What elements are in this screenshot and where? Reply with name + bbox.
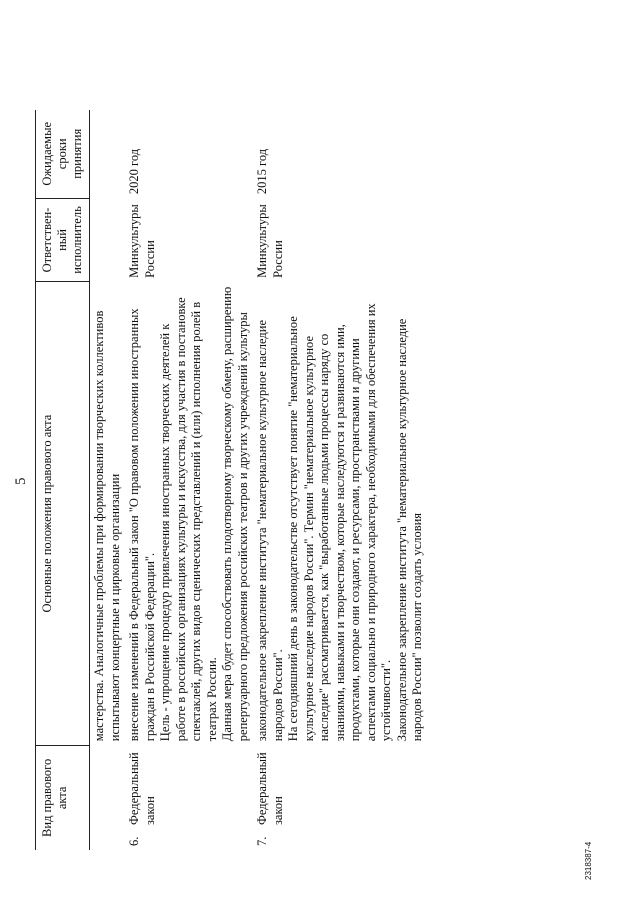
row-number: 7. [255, 836, 269, 846]
continuation-text: мастерства. Аналогичные проблемы при формировании творческих коллективов испытывают концертные и цирковые организации [92, 310, 122, 742]
row-date: 2015 год [255, 148, 269, 195]
row-paragraph: внесение изменений в Федеральный закон "О правовом положении иностранных граждан в Российской Федерации". [127, 308, 157, 742]
row-paragraph: Данная мера будет способствовать плодотворному творческому обмену, расширению репертуарного предложения российских театров и других учреждений культуры [220, 286, 250, 742]
row-paragraph: На сегодняшний день в законодательстве отсутствует понятие "нематериальное культурное наследие народов России". Термин "нематериальное культурное наследие" рассматривается, как "выработанные людьми процессы наряду со знаниями, навыками и творчеством, которые наследуются и развиваются ими, продуктами, которые они создают, и ресурсами, пространствами и другими аспектами социально и природного характера, необходимыми для обеспечения их устойчивости". [286, 303, 393, 742]
table-row [253, 110, 428, 850]
row-executor: Минкультуры России [127, 204, 157, 278]
row-body [125, 282, 253, 745]
table-row [125, 110, 253, 850]
row-date: 2020 год [127, 148, 141, 195]
row-number: 6. [127, 836, 141, 846]
page-number: 5 [13, 477, 29, 485]
header-executor: Ответствен-ный исполнитель [36, 198, 90, 282]
row-paragraph: Законодательное закрепление института "нематериальное культурное наследие народов России" позволит создать условия [394, 318, 424, 742]
legal-acts-table [35, 110, 428, 850]
table-header-row [36, 110, 90, 850]
row-paragraph: Цель - упрощение процедур привлечения иностранных творческих деятелей к работе в российских организациях культуры и искусства, для участия в постановке спектаклей, других видов сценических представлений и (или) исполнения ролей в театрах России. [158, 297, 219, 742]
row-executor: Минкультуры России [255, 204, 285, 278]
document-code: 2318387-4 [584, 841, 593, 880]
header-date: Ожидаемые сроки принятия [36, 110, 90, 198]
row-kind: Федеральный закон [255, 752, 285, 826]
header-kind: Вид правового акта [36, 745, 90, 850]
row-kind: Федеральный закон [127, 752, 157, 826]
row-body [253, 282, 428, 745]
header-body: Основные положения правового акта [36, 282, 90, 745]
continuation-row [90, 110, 126, 850]
rotated-page [5, 80, 593, 880]
row-paragraph: законодательное закрепление института "нематериальное культурное наследие народов России". [255, 320, 285, 742]
